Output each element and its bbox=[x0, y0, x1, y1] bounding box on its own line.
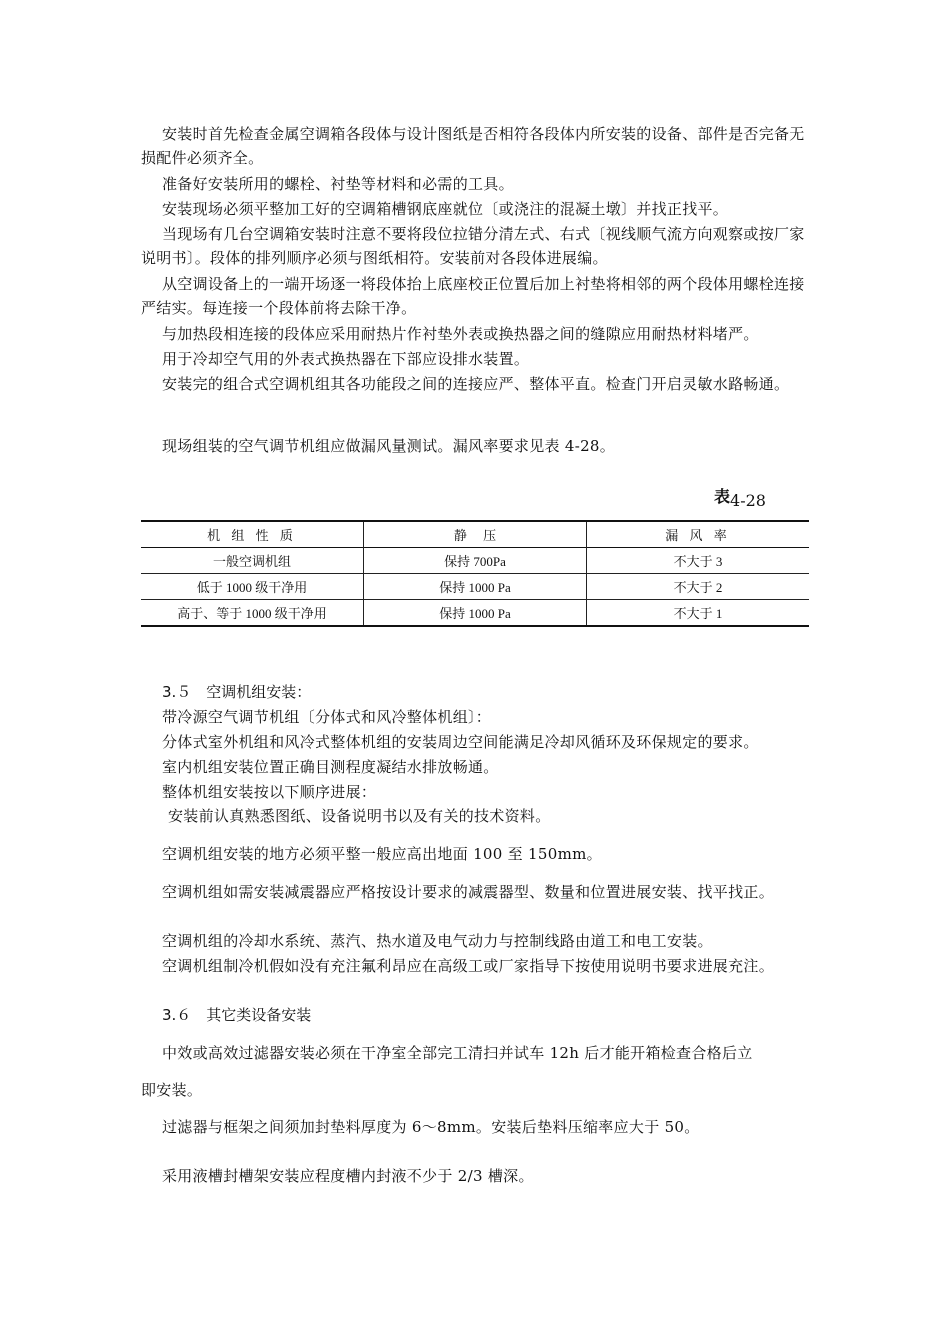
table-header-cell: 机 组 性 质 bbox=[207, 528, 297, 543]
paragraph: 与加热段相连接的段体应采用耐热片作衬垫外表或换热器之间的缝隙应用耐热材料堵严。 bbox=[162, 325, 759, 343]
paragraph: 空调机组如需安装减震器应严格按设计要求的减震器型、数量和位置进展安装、找平找正。 bbox=[162, 883, 775, 901]
paragraph: 室内机组安装位置正确目测程度凝结水排放畅通。 bbox=[162, 758, 499, 776]
paragraph: 准备好安装所用的螺栓、衬垫等材料和必需的工具。 bbox=[162, 175, 514, 193]
paragraph: 空调机组的冷却水系统、蒸汽、热水道及电气动力与控制线路由道工和电工安装。 bbox=[162, 932, 713, 950]
paragraph: 分体式室外机组和风冷式整体机组的安装周边空间能满足冷却风循环及环保规定的要求。 bbox=[162, 733, 759, 751]
paragraph: 安装时首先检查金属空调箱各段体与设计图纸是否相符各段体内所安装的设备、部件是否完备无损配件必须齐全。 bbox=[141, 125, 805, 167]
table-cell: 高于、等于 1000 级干净用 bbox=[177, 606, 327, 621]
paragraph: 安装前认真熟悉图纸、设备说明书以及有关的技术资料。 bbox=[168, 807, 551, 825]
table-cell: 一般空调机组 bbox=[212, 554, 291, 569]
paragraph: 整体机组安装按以下顺序进展： bbox=[162, 783, 377, 801]
table-row bbox=[141, 600, 809, 627]
paragraph: 当现场有几台空调箱安装时注意不要将段位拉错分清左式、右式〔视线顺气流方向观察或按厂家说明书〕。段体的排列顺序必须与图纸相符。安装前对各段体进展编。 bbox=[141, 225, 805, 267]
table-caption bbox=[714, 484, 766, 510]
paragraph: 用于冷却空气用的外表式换热器在下部应设排水装置。 bbox=[162, 350, 530, 368]
paragraph: 现场组装的空气调节机组应做漏风量测试。漏风率要求见表 4-28。 bbox=[162, 437, 616, 455]
table-cell: 保持 1000 Pa bbox=[364, 574, 587, 600]
section-heading: 3.５ 空调机组安装： bbox=[162, 683, 312, 701]
table-row bbox=[141, 574, 809, 600]
table-cell: 低于 1000 级干净用 bbox=[196, 580, 308, 595]
paragraph: 空调机组制冷机假如没有充注氟利昂应在高级工或厂家指导下按使用说明书要求进展充注。 bbox=[162, 957, 775, 975]
section-heading: 3.６ 其它类设备安装 bbox=[162, 1006, 312, 1024]
leakage-rate-table bbox=[141, 520, 809, 627]
table-caption-prefix: 表 bbox=[714, 487, 731, 506]
paragraph: 空调机组安装的地方必须平整一般应高出地面 100 至 150mm。 bbox=[162, 845, 602, 863]
paragraph: 安装现场必须平整加工好的空调箱槽钢底座就位〔或浇注的混凝土墩〕并找正找平。 bbox=[162, 200, 729, 218]
table-cell: 保持 1000 Pa bbox=[364, 600, 587, 627]
table-row bbox=[141, 548, 809, 574]
paragraph: 安装完的组合式空调机组其各功能段之间的连接应严、整体平直。检查门开启灵敏水路畅通。 bbox=[162, 375, 790, 393]
paragraph: 从空调设备上的一端开场逐一将段体抬上底座校正位置后加上衬垫将相邻的两个段体用螺栓连接严结实。每连接一个段体前将去除干净。 bbox=[141, 275, 805, 317]
paragraph: 过滤器与框架之间须加封垫料厚度为 6～8mm。安装后垫料压缩率应大于 50。 bbox=[162, 1118, 700, 1136]
table-header-cell: 静 压 bbox=[364, 521, 587, 548]
table-cell: 不大于 2 bbox=[587, 574, 810, 600]
paragraph: 中效或高效过滤器安装必须在干净室全部完工清扫并试车 12h 后才能开箱检查合格后立 bbox=[162, 1044, 753, 1062]
table-cell: 不大于 1 bbox=[587, 600, 810, 627]
paragraph: 即安装。 bbox=[141, 1081, 203, 1099]
table-cell: 不大于 3 bbox=[587, 548, 810, 574]
paragraph: 带冷源空气调节机组〔分体式和风冷整体机组〕： bbox=[162, 708, 492, 726]
table-cell: 保持 700Pa bbox=[364, 548, 587, 574]
table-header-cell: 漏 风 率 bbox=[587, 521, 810, 548]
table-header-row bbox=[141, 521, 809, 548]
paragraph: 采用液槽封槽架安装应程度槽内封液不少于 2/3 槽深。 bbox=[162, 1167, 534, 1185]
table-caption-number: 4-28 bbox=[730, 491, 766, 510]
